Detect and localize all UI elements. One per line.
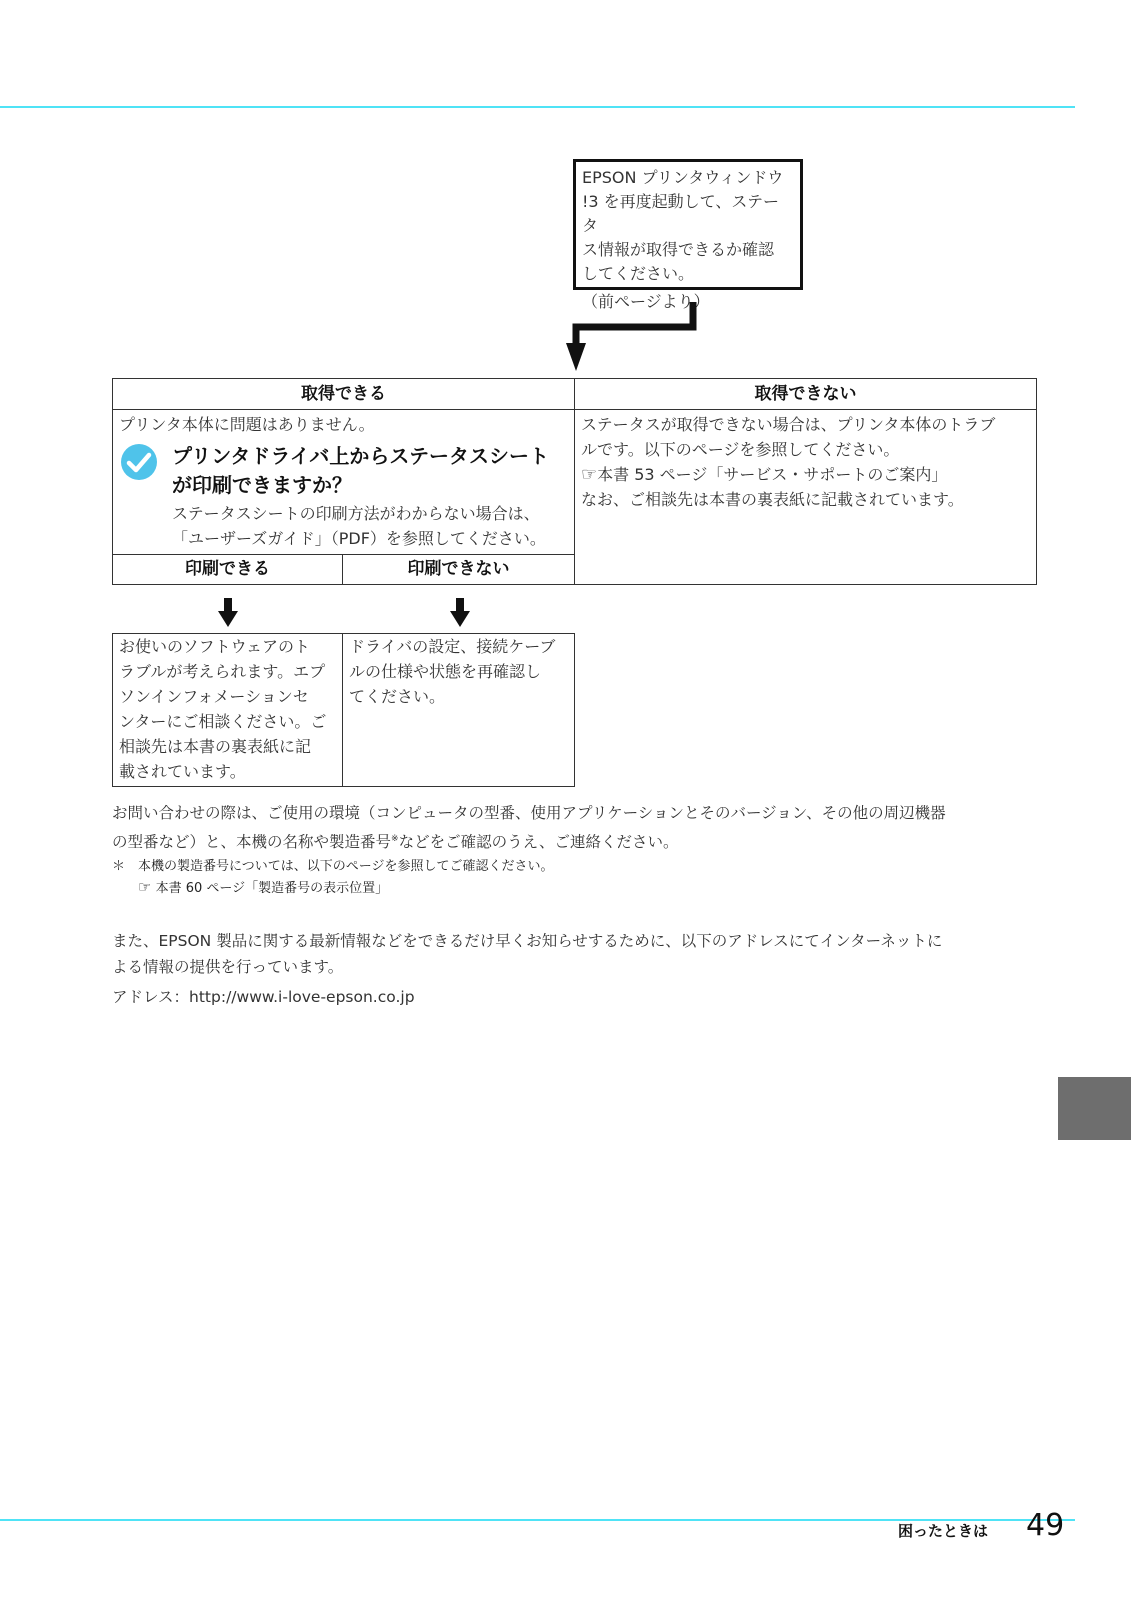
left-body-cell: [112, 409, 575, 555]
result-left-line-4: ンターにご相談ください。ご: [119, 712, 327, 731]
question-note-line-1: ステータスシートの印刷方法がわからない場合は、: [172, 504, 540, 523]
page-number: 49: [1026, 1508, 1065, 1543]
result-left-line-3: ソンインフォメーションセ: [119, 687, 309, 706]
result-left-line-5: 相談先は本書の裏表紙に記: [119, 737, 312, 756]
info-line-1: また、EPSON 製品に関する最新情報などをできるだけ早くお知らせするために、以下のアドレスにてインターネットに: [112, 932, 943, 950]
result-left-line-1: お使いのソフトウェアのト: [119, 637, 311, 656]
question-note-line-2: 「ユーザーズガイド」（PDF）を参照してください。: [172, 529, 546, 548]
start-line-3: ス情報が取得できるか確認: [582, 240, 775, 259]
down-arrow-icon-left: [218, 598, 238, 627]
footnote-text: 本機の製造番号については、以下のページを参照してご確認ください。: [138, 859, 554, 874]
footnote-mark: ＊: [112, 859, 126, 874]
address-link[interactable]: アドレス：http://www.i-love-epson.co.jp: [112, 988, 415, 1006]
connector-line: [576, 302, 693, 347]
header-can-print: 印刷できる: [112, 554, 343, 585]
chapter-tab: [1058, 1077, 1131, 1140]
right-body-line-1: ステータスが取得できない場合は、プリンタ本体のトラブ: [581, 415, 996, 434]
footnote-marker: ※: [391, 834, 399, 844]
start-line-2: !3 を再度起動して、ステータ: [582, 192, 780, 235]
section-title: 困ったときは: [898, 1522, 989, 1540]
check-circle-icon: [120, 443, 158, 481]
result-right-line-2: ルの仕様や状態を再確認し: [349, 662, 542, 681]
result-left-line-2: ラブルが考えられます。エプ: [119, 662, 326, 681]
contact-note: なお、ご相談先は本書の裏表紙に記載されています。: [581, 490, 964, 509]
contact-line-2b: などをご確認のうえ、ご連絡ください。: [398, 833, 679, 852]
software-trouble-box: [112, 633, 343, 787]
result-left-line-6: 載されています。: [119, 762, 246, 781]
printer-trouble-text: [581, 412, 995, 512]
contact-line-2a: の型番など）と、本機の名称や製造番号: [112, 833, 392, 852]
right-body-cell: [574, 409, 1037, 585]
no-problem-text: プリンタ本体に問題はありません。: [119, 415, 375, 434]
serial-number-link[interactable]: 本書 60 ページ「製造番号の表示位置」: [155, 881, 389, 896]
header-cannot-print: 印刷できない: [342, 554, 575, 585]
pointing-hand-icon: ☞: [581, 464, 598, 485]
result-right-line-1: ドライバの設定、接続ケーブ: [349, 637, 556, 656]
footnote: [112, 856, 553, 899]
info-line-2: よる情報の提供を行っています。: [112, 958, 344, 976]
connector-arrowhead: [566, 343, 586, 371]
question-line-2: が印刷できますか？: [172, 473, 352, 497]
question-line-1: プリンタドライバ上からステータスシート: [172, 444, 549, 468]
info-paragraph: [112, 928, 1042, 1010]
from-previous-page: （前ページより）: [582, 292, 710, 311]
down-arrow-icon-right: [450, 598, 470, 627]
question-title: [172, 442, 549, 500]
support-page-link[interactable]: 本書 53 ページ「サービス・サポートのご案内」: [597, 465, 948, 484]
result-right-line-3: てください。: [349, 687, 446, 706]
start-line-4: してください。: [582, 264, 695, 283]
header-cannot-get: 取得できない: [574, 378, 1037, 410]
contact-paragraph: [112, 800, 1042, 855]
pointing-hand-icon: ☞: [138, 878, 152, 896]
header-can-get: 取得できる: [112, 378, 575, 410]
driver-check-box: [342, 633, 575, 787]
question-note: [172, 501, 546, 551]
contact-line-1: お問い合わせの際は、ご使用の環境（コンピュータの型番、使用アプリケーションとそのバージョン、その他の周辺機器: [112, 804, 946, 822]
start-line-1: EPSON プリンタウィンドウ: [582, 168, 784, 187]
right-body-line-2: ルです。以下のページを参照してください。: [581, 440, 900, 459]
